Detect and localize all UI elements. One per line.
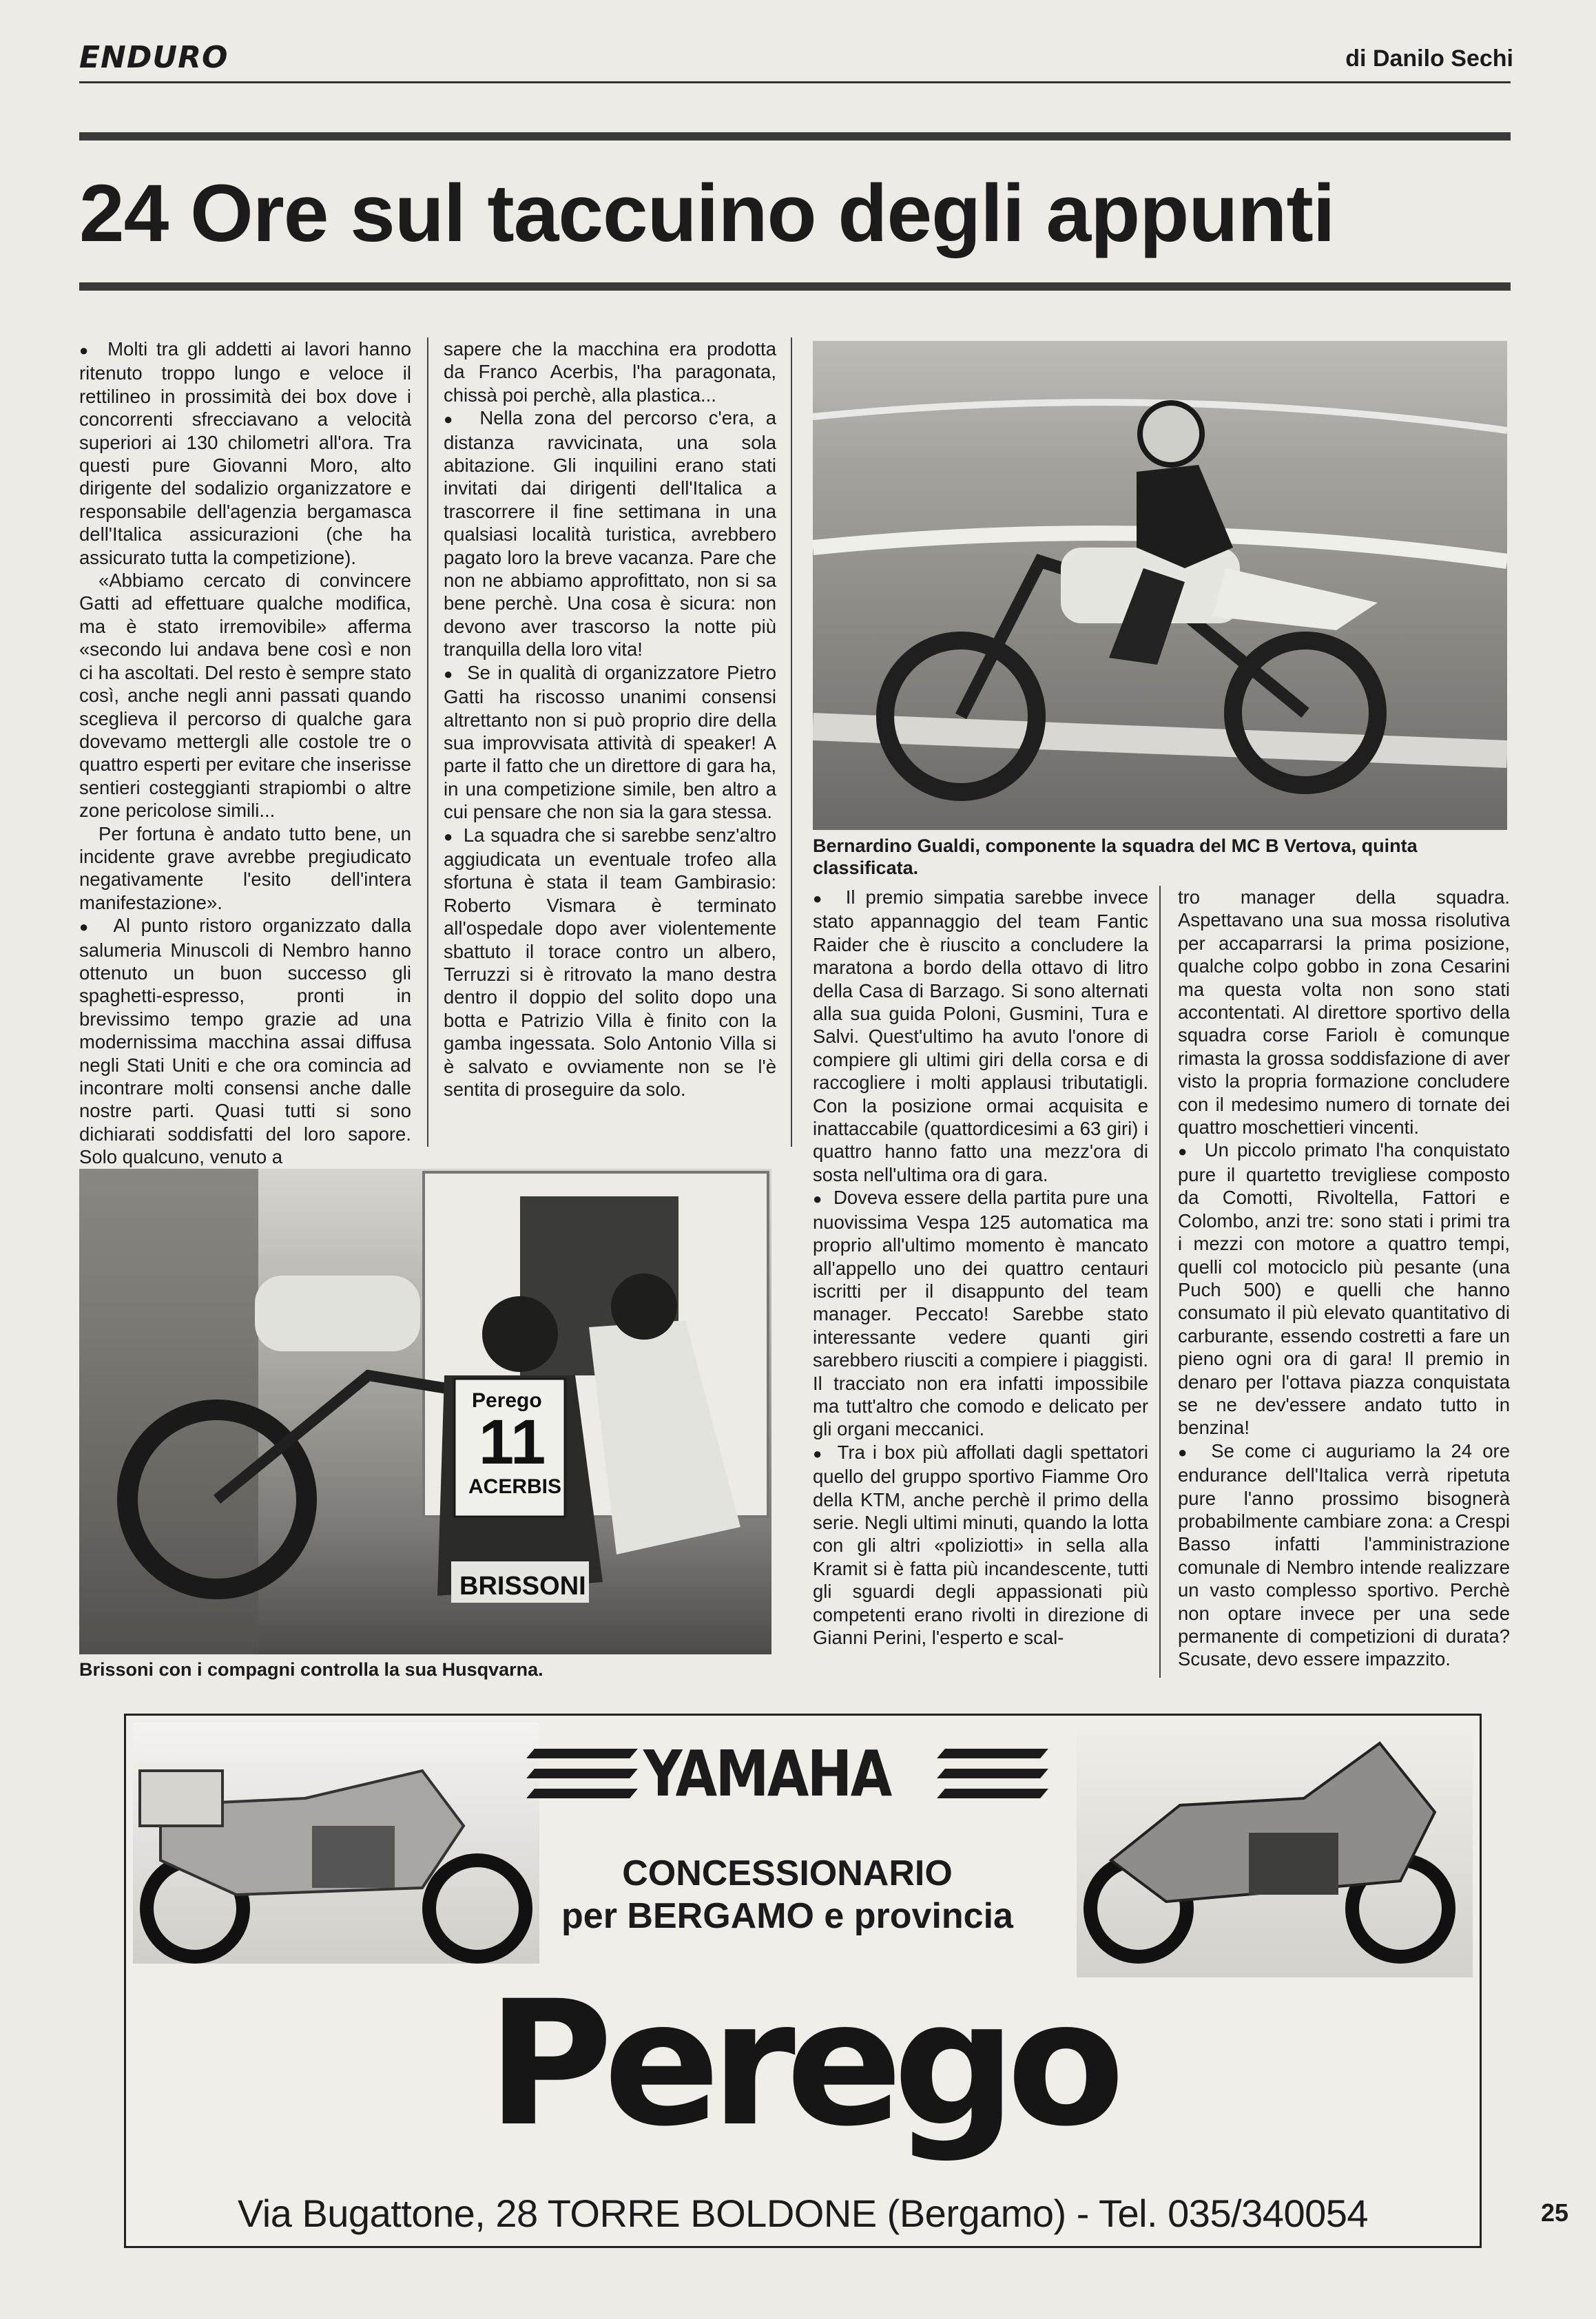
article-column-1: [79, 337, 411, 1169]
paragraph: sapere che la macchina era prodotta da Franco Acerbis, l'ha paragonata, chissà poi perchè, alla plastica...: [444, 338, 776, 406]
column-divider: [791, 337, 792, 1147]
article-column-2: [444, 337, 776, 1101]
headline-rule-top: [79, 132, 1511, 141]
paragraph: Per fortuna è andato tutto bene, un incidente grave avrebbe pregiudicato negativamente l'esito dell'intera manifestazione».: [79, 822, 411, 913]
photo-brissoni-box: [79, 1169, 771, 1654]
ad-address: Via Bugattone, 28 TORRE BOLDONE (Bergamo) - Tel. 035/340054: [237, 2192, 1369, 2235]
yamaha-stripes-icon: [941, 1745, 1044, 1802]
column-divider: [427, 337, 428, 1147]
paragraph: ● Doveva essere della partita pure una nuovissima Vespa 125 automatica ma proprio all'ultimo momento è mancato all'appello uno dei quattro centauri iscritti per il disappunto del team manager. Peccato! Sarebbe stato interessante vedere quanti giri sarebbero riusciti a compiere i piaggisti. Il tracciato non era infatti impossibile ma tutt'altro che comodo e delicato per gli organi meccanici.: [813, 1186, 1148, 1440]
paragraph: «Abbiamo cercato di convincere Gatti ad effettuare qualche modifica, ma è stato irremovibile» afferma «secondo lui andava bene così e non ci ha ascoltati. Del resto è sempre stato così, anche negli anni passati quando sceglieva il percorso di qualche gara dovevamo mettergli alle costole tre o quattro esperti per evitare che inserisse sentieri costeggianti strapiombi o altre zone pericolose simili...: [79, 570, 411, 822]
paragraph: ● Se in qualità di organizzatore Pietro Gatti ha riscosso unanimi consensi altrettanto non si può proprio dire della sua improvvisata attività di speaker! A parte il fatto che un direttore di gara ha, in una competizione simile, ben altro a cui pensare che non sia la gara stessa.: [444, 661, 776, 824]
paragraph: ● Nella zona del percorso c'era, a distanza ravvicinata, una sola abitazione. Gli inquilini erano stati invitati dai dirigenti dell'Italica a trascorrere il fine settimana in una qualsiasi località turistica, avrebbero pagato loro la breve vacanza. Pare che non ne abbiamo approfittato, non si sa bene perchè. Una cosa è sicura: non devono aver trascorso la notte più tranquilla della loro vita!: [444, 406, 776, 661]
bib-number: 11: [479, 1407, 546, 1477]
page-number: 25: [1540, 2198, 1568, 2227]
ad-dealer-line1: CONCESSIONARIO: [622, 1853, 953, 1893]
name-patch: BRISSONI: [459, 1572, 586, 1601]
yamaha-stripes-icon: [530, 1745, 634, 1802]
paragraph: ● Tra i box più affollati dagli spettatori quello del gruppo sportivo Fiamme Oro della KTM, anche perchè il primo della serie. Negli ultimi minuti, quando la lotta con gli altri «poliziotti» in sella alla Kramit si è fatta più incandescente, tutti gli sguardi degli appassionati più competenti erano rivolti in direzione di Gianni Perini, l'esperto e scal-: [813, 1441, 1148, 1650]
photo-caption-top: Bernardino Gualdi, componente la squadra del MC B Vertova, quinta classificata.: [813, 835, 1418, 878]
paragraph: ● Molti tra gli addetti ai lavori hanno ritenuto troppo lungo e veloce il rettilineo in prossimità dei box dove i concorrenti sfrecciavano a velocità superiori ai 130 chilometri all'ora. Tra questi pure Giovanni Moro, alto dirigente del sodalizio organizzatore e responsabile dell'agenzia bergamasca dell'Italica assicurazioni (che ha assicurato tutta la competizione).: [79, 337, 411, 569]
photo-rider-gualdi: [813, 341, 1507, 830]
ad-photo-sport-bike: [1077, 1723, 1473, 1977]
bib-sponsor: ACERBIS: [468, 1475, 562, 1498]
perego-logo: Perego: [486, 1964, 1116, 2164]
paragraph: ● Un piccolo primato l'ha conquistato pure il quartetto trevigliese composto da Comotti, Rivoltella, Fattori e Colombo, anzi tre: sono stati i primi tra i mezzi con motore a quattro tempi, quelli col motociclo più pesante (una Puch 500) e quelli che hanno consumato il più elevato quantitativo di carburante, essendo costretti a fare un pieno ogni ora di gara! Il premio in denaro per l'ottava piazza conquistata se ne dev'essere andato tutto in benzina!: [1178, 1138, 1510, 1439]
rider-illustration: [813, 341, 1507, 830]
paragraph: ● Se come ci auguriamo la 24 ore endurance dell'Italica verrà ripetuta pure l'anno prossimo bisognerà probabilmente cambiare zona: a Crespi Basso infatti l'amministrazione comunale di Nembro intende realizzare un vasto complesso sportivo. Perchè non optare invece per una sede permanente di competizioni di durata? Scusate, devo essere impazzito.: [1178, 1439, 1510, 1671]
yamaha-logo: [512, 1732, 1063, 1815]
headline: 24 Ore sul taccuino degli appunti: [79, 168, 1335, 259]
yamaha-perego-advert: [124, 1714, 1482, 2248]
bib-top-text: Perego: [472, 1389, 542, 1412]
article-column-3: [813, 886, 1148, 1649]
headline-rule-bottom: [79, 282, 1511, 291]
box-illustration: [79, 1169, 771, 1654]
paragraph: ● Il premio simpatia sarebbe invece stato appannaggio del team Fantic Raider che è riuscito a concludere la maratona a bordo della ottavo di litro della Casa di Barzago. Si sono alternati alla sua guida Poloni, Gusmini, Tura e Salvi. Quest'ultimo ha avuto l'onore di compiere gli ultimi giri della corsa e di raccogliere i molti applausi tributatigli. Con la posizione ormai acquisita e inattaccabile (quattordicesimi a 63 giri) i quattro hanno fatto una mezz'ora di sosta nell'ultima ora di gara.: [813, 886, 1148, 1186]
author-byline: di Danilo Sechi: [1345, 45, 1513, 72]
header-rule: [79, 81, 1511, 83]
paragraph: ● La squadra che si sarebbe senz'altro aggiudicata un eventuale trofeo alla sfortuna è stata il team Gambirasio: Roberto Vismara è terminato all'ospedale dopo aver violentemente sbattuto il torace contro un albero, Terruzzi si è ritrovato la mano destra dentro il doppio del solito dopo una botta e Patrizio Villa è finito con la gamba ingessata. Solo Antonio Villa si è salvato e ovviamente non se l'è sentita di proseguire da solo.: [444, 824, 776, 1101]
yamaha-wordmark: YAMAHA: [643, 1736, 891, 1811]
section-label: ENDURO: [79, 40, 229, 75]
column-divider: [1159, 886, 1161, 1678]
photo-caption-bottom: Brissoni con i compagni controlla la sua Husqvarna.: [79, 1659, 543, 1680]
paragraph: tro manager della squadra. Aspettavano una sua mossa risolutiva per accaparrarsi la prima posizione, qualche colpo gobbo in zona Cesarini ma questa volta non sono stati accontentati. Al direttore sportivo della squadra corse Fariolı è comunque rimasta la grossa soddisfazione di aver visto la propria formazione concludere con il medesimo numero di tornate dei quattro moschettieri vincenti.: [1178, 886, 1510, 1138]
ad-dealer-line2: per BERGAMO e provincia: [561, 1896, 1013, 1936]
ad-photo-touring-bike: [133, 1723, 539, 1964]
article-column-4: [1178, 886, 1510, 1671]
paragraph: ● Al punto ristoro organizzato dalla salumeria Minuscoli di Nembro hanno ottenuto un buon successo gli spaghetti-espresso, pronti in brevissimo tempo grazie ad una modernissima macchina assai diffusa negli Stati Uniti e che ora comincia ad incontrare molti consensi anche dalle nostre parti. Quasi tutti si sono dichiarati soddisfatti del loro sapore. Solo qualcuno, venuto a: [79, 914, 411, 1168]
